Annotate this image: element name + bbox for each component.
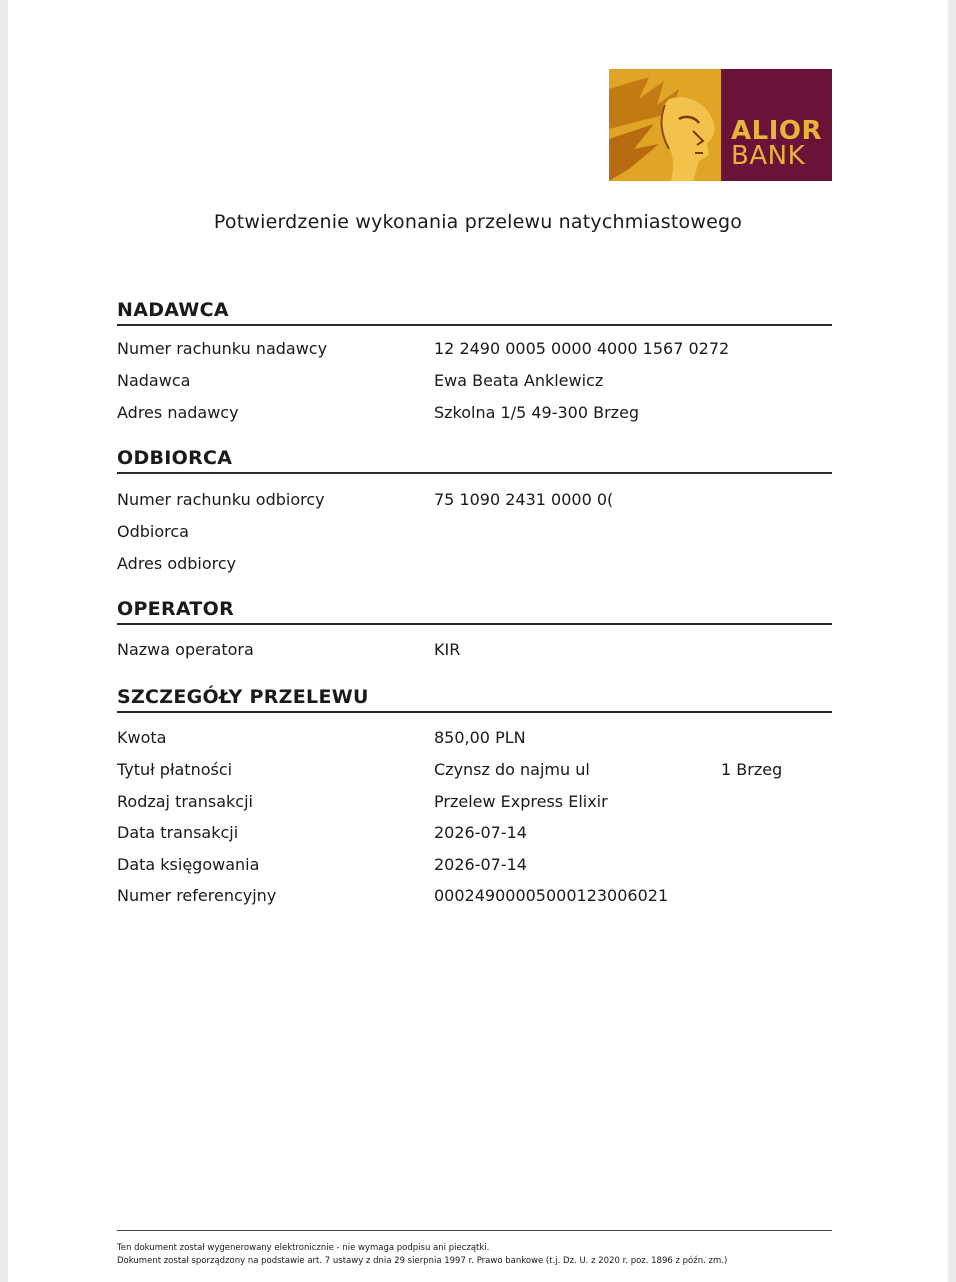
row-label: Nazwa operatora	[117, 640, 254, 659]
logo-head-emblem-icon	[609, 69, 721, 181]
row-transaction-type	[117, 791, 832, 813]
logo-line-1: ALIOR	[731, 116, 822, 146]
alior-bank-logo	[609, 69, 832, 181]
row-label: Nadawca	[117, 371, 191, 390]
row-value: 2026-07-14	[434, 823, 527, 842]
footer-note-1: Ten dokument został wygenerowany elektronicznie - nie wymaga podpisu ani pieczątki.	[117, 1243, 490, 1253]
row-value-tail: 1 Brzeg	[721, 760, 783, 779]
row-sender-address	[117, 402, 832, 424]
row-label: Adres odbiorcy	[117, 554, 237, 573]
row-value: Ewa Beata Anklewicz	[434, 371, 604, 390]
row-sender-name	[117, 370, 832, 392]
logo-wordmark	[731, 116, 831, 171]
row-recipient-account	[117, 489, 832, 511]
row-amount	[117, 727, 832, 749]
row-value: 75 1090 2431 0000 0(	[434, 490, 614, 509]
row-operator-name	[117, 639, 832, 661]
row-value: KIR	[434, 640, 461, 659]
document-title: Potwierdzenie wykonania przelewu natychmiastowego	[213, 211, 743, 233]
document-page	[8, 0, 948, 1282]
row-value: Szkolna 1/5 49-300 Brzeg	[434, 403, 640, 422]
section-heading-nadawca: NADAWCA	[117, 298, 832, 326]
row-value: 2026-07-14	[434, 855, 527, 874]
row-label: Odbiorca	[117, 522, 189, 541]
row-reference-number	[117, 885, 832, 907]
row-label: Numer rachunku odbiorcy	[117, 490, 325, 509]
footer-note-2: Dokument został sporządzony na podstawie art. 7 ustawy z dnia 29 sierpnia 1997 r. Prawo bankowe (t.j. Dz. U. z 2020 r. poz. 1896 z późn. zm.)	[117, 1256, 728, 1266]
row-label: Rodzaj transakcji	[117, 792, 253, 811]
section-heading-odbiorca: ODBIORCA	[117, 446, 832, 474]
row-recipient-name	[117, 521, 832, 543]
row-label: Kwota	[117, 728, 167, 747]
row-sender-account	[117, 338, 832, 360]
row-payment-title	[117, 759, 832, 781]
row-transaction-date	[117, 822, 832, 844]
section-heading-operator: OPERATOR	[117, 597, 832, 625]
row-value: 00024900005000123006021	[434, 886, 669, 905]
row-value: 850,00 PLN	[434, 728, 526, 747]
row-recipient-address	[117, 553, 832, 575]
row-label: Data księgowania	[117, 855, 260, 874]
row-label: Numer referencyjny	[117, 886, 277, 905]
row-label: Data transakcji	[117, 823, 239, 842]
row-label: Tytuł płatności	[117, 760, 233, 779]
row-label: Adres nadawcy	[117, 403, 239, 422]
row-posting-date	[117, 854, 832, 876]
footer-divider	[117, 1230, 832, 1231]
row-value: Czynsz do najmu ul	[434, 760, 590, 779]
section-heading-details: SZCZEGÓŁY PRZELEWU	[117, 685, 832, 713]
logo-line-2: BANK	[731, 141, 806, 171]
row-label: Numer rachunku nadawcy	[117, 339, 328, 358]
row-value: 12 2490 0005 0000 4000 1567 0272	[434, 339, 730, 358]
row-value: Przelew Express Elixir	[434, 792, 608, 811]
